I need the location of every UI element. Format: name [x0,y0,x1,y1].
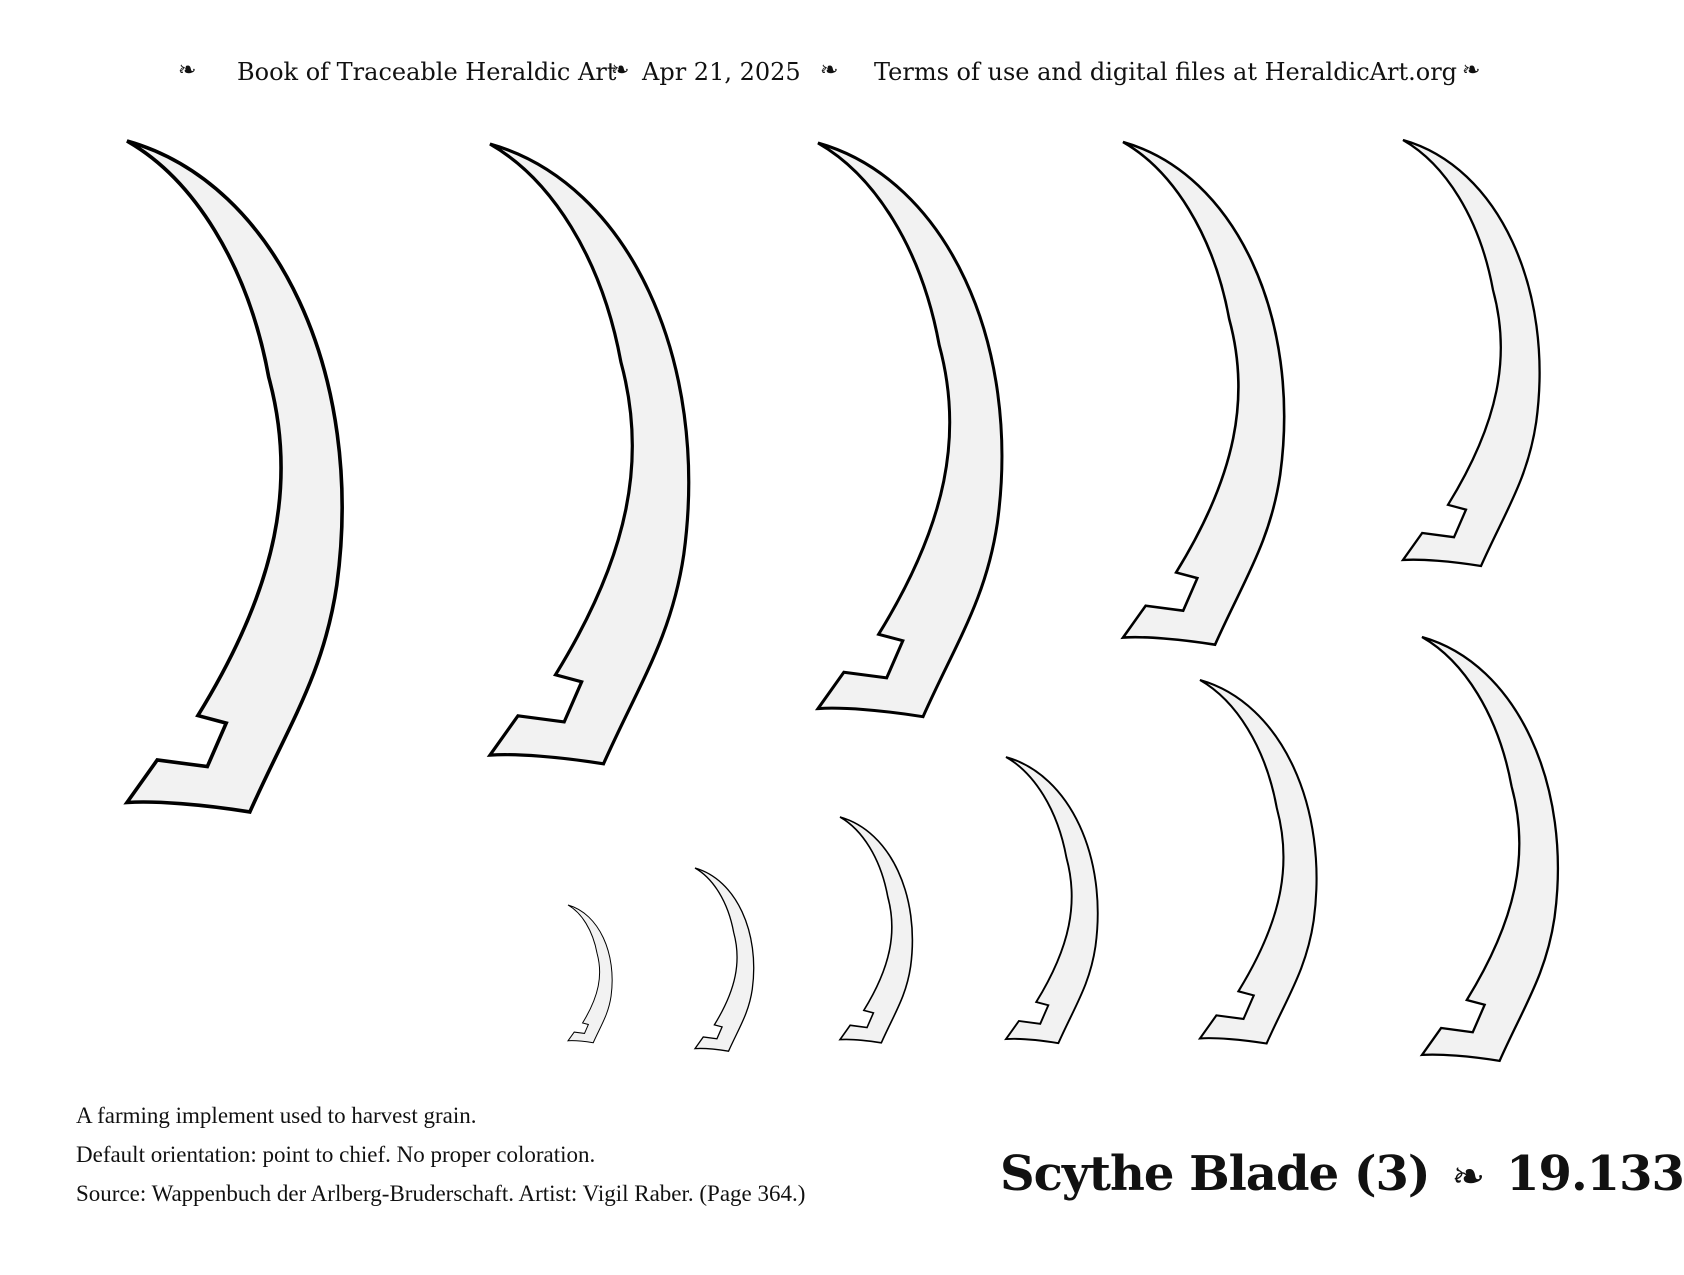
plate-title [1000,1146,1684,1202]
description-line: A farming implement used to harvest grain. [76,1103,477,1128]
scythe-blade-icon [568,905,612,1043]
ornament-icon: ❧ [1451,1154,1485,1200]
scythe-blade-icon [127,141,342,812]
ornament-icon: ❧ [178,58,197,83]
ornament-icon: ❧ [611,58,630,83]
scythe-blade-icon [1006,757,1098,1043]
book-title: Book of Traceable Heraldic Art [237,58,617,86]
plate-name: Scythe Blade (3) [1000,1146,1430,1202]
plate-number: 19.133 [1506,1146,1684,1202]
scythe-blade-icon [1200,680,1317,1044]
scythe-blade-icon [695,868,754,1051]
scythe-blade-icon [818,143,1002,717]
description-line: Default orientation: point to chief. No proper coloration. [76,1142,596,1167]
scythe-blade-icon [1422,637,1558,1061]
scythe-blade-icon [1123,142,1284,645]
description-line: Source: Wappenbuch der Arlberg-Bruderschaft. Artist: Vigil Raber. (Page 364.) [76,1181,806,1206]
scythe-blade-icon [1403,140,1540,566]
scythe-blade-icon [840,817,912,1043]
ornament-icon: ❧ [820,58,839,83]
header-terms: Terms of use and digital files at HeraldicArt.org [874,58,1458,86]
header-date: Apr 21, 2025 [642,58,801,86]
ornament-icon: ❧ [1462,58,1481,83]
scythe-blade-icon [490,144,689,764]
